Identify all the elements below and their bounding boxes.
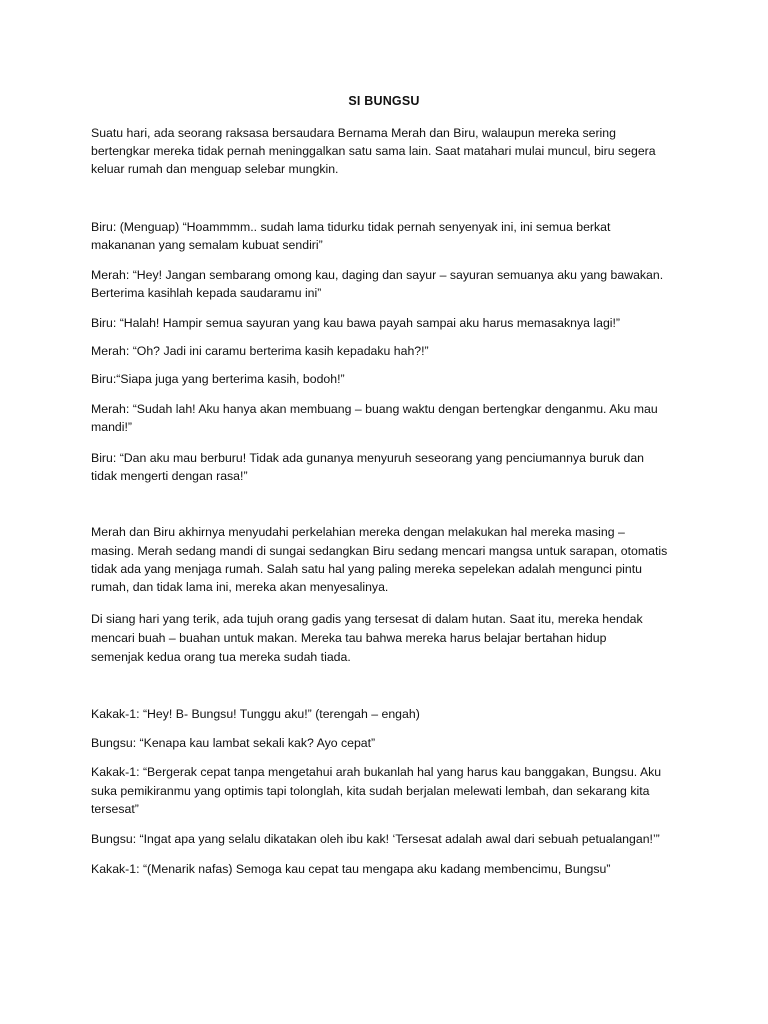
dialogue-line: Biru: “Dan aku mau berburu! Tidak ada gunanya menyuruh seseorang yang penciumannya buruk dan [91, 451, 645, 465]
paragraph-line: semenjak kedua orang tua mereka sudah tiada. [91, 650, 351, 664]
paragraph-line: Merah dan Biru akhirnya menyudahi perkelahian mereka dengan melakukan hal mereka masing – [91, 525, 625, 539]
paragraph-line: bertengkar mereka tidak pernah meninggalkan satu sama lain. Saat matahari mulai muncul, biru segera [91, 144, 656, 158]
paragraph-line: Suatu hari, ada seorang raksasa bersaudara Bernama Merah dan Biru, walaupun mereka sering [91, 126, 616, 140]
dialogue-line: Merah: “Sudah lah! Aku hanya akan membuang – buang waktu dengan bertengkar denganmu. Aku mau [91, 402, 658, 416]
dialogue-line: mandi!” [91, 420, 133, 434]
dialogue-line: tersesat” [91, 802, 139, 816]
dialogue-line: Kakak-1: “Bergerak cepat tanpa mengetahui arah bukanlah hal yang harus kau banggakan, Bungsu. Aku [91, 765, 662, 779]
dialogue-line: Biru: “Halah! Hampir semua sayuran yang kau bawa payah sampai aku harus memasaknya lagi!” [91, 316, 621, 330]
paragraph-line: keluar rumah dan menguap selebar mungkin. [91, 162, 339, 176]
dialogue-line: Berterima kasihlah kepada saudaramu ini” [91, 286, 322, 300]
paragraph-line: tidak ada yang menjaga rumah. Salah satu hal yang paling mereka sepelekan adalah mengunci pintu [91, 562, 642, 576]
dialogue-line: Kakak-1: “(Menarik nafas) Semoga kau cepat tau mengapa aku kadang membencimu, Bungsu” [91, 862, 611, 876]
paragraph-line: mencari buah – buahan untuk makan. Mereka tau bahwa mereka harus belajar bertahan hidup [91, 631, 607, 645]
dialogue-line: Biru: (Menguap) “Hoammmm.. sudah lama tidurku tidak pernah senyenyak ini, ini semua berkat [91, 220, 611, 234]
dialogue-line: Bungsu: “Ingat apa yang selalu dikatakan oleh ibu kak! ‘Tersesat adalah awal dari sebuah petualangan!’” [91, 832, 660, 846]
dialogue-line: tidak mengerti dengan rasa!” [91, 469, 248, 483]
paragraph-line: rumah, dan tidak lama ini, mereka akan menyesalinya. [91, 580, 389, 594]
dialogue-line: Kakak-1: “Hey! B- Bungsu! Tunggu aku!” (terengah – engah) [91, 707, 420, 721]
dialogue-line: Merah: “Hey! Jangan sembarang omong kau, daging dan sayur – sayuran semuanya aku yang bawakan. [91, 268, 664, 282]
paragraph-line: Di siang hari yang terik, ada tujuh orang gadis yang tersesat di dalam hutan. Saat itu, mereka hendak [91, 612, 643, 626]
dialogue-line: Merah: “Oh? Jadi ini caramu berterima kasih kepadaku hah?!” [91, 344, 429, 358]
dialogue-line: suka pemikiranmu yang optimis tapi tolonglah, kita sudah berjalan melewati lembah, dan sekarang kita [91, 784, 650, 798]
dialogue-line: makananan yang semalam kubuat sendiri” [91, 238, 323, 252]
page-title: SI BUNGSU [348, 94, 420, 108]
dialogue-line: Biru:“Siapa juga yang berterima kasih, bodoh!” [91, 372, 345, 386]
dialogue-line: Bungsu: “Kenapa kau lambat sekali kak? Ayo cepat” [91, 736, 376, 750]
paragraph-line: masing. Merah sedang mandi di sungai sedangkan Biru sedang mencari mangsa untuk sarapan, otomatis [91, 544, 668, 558]
